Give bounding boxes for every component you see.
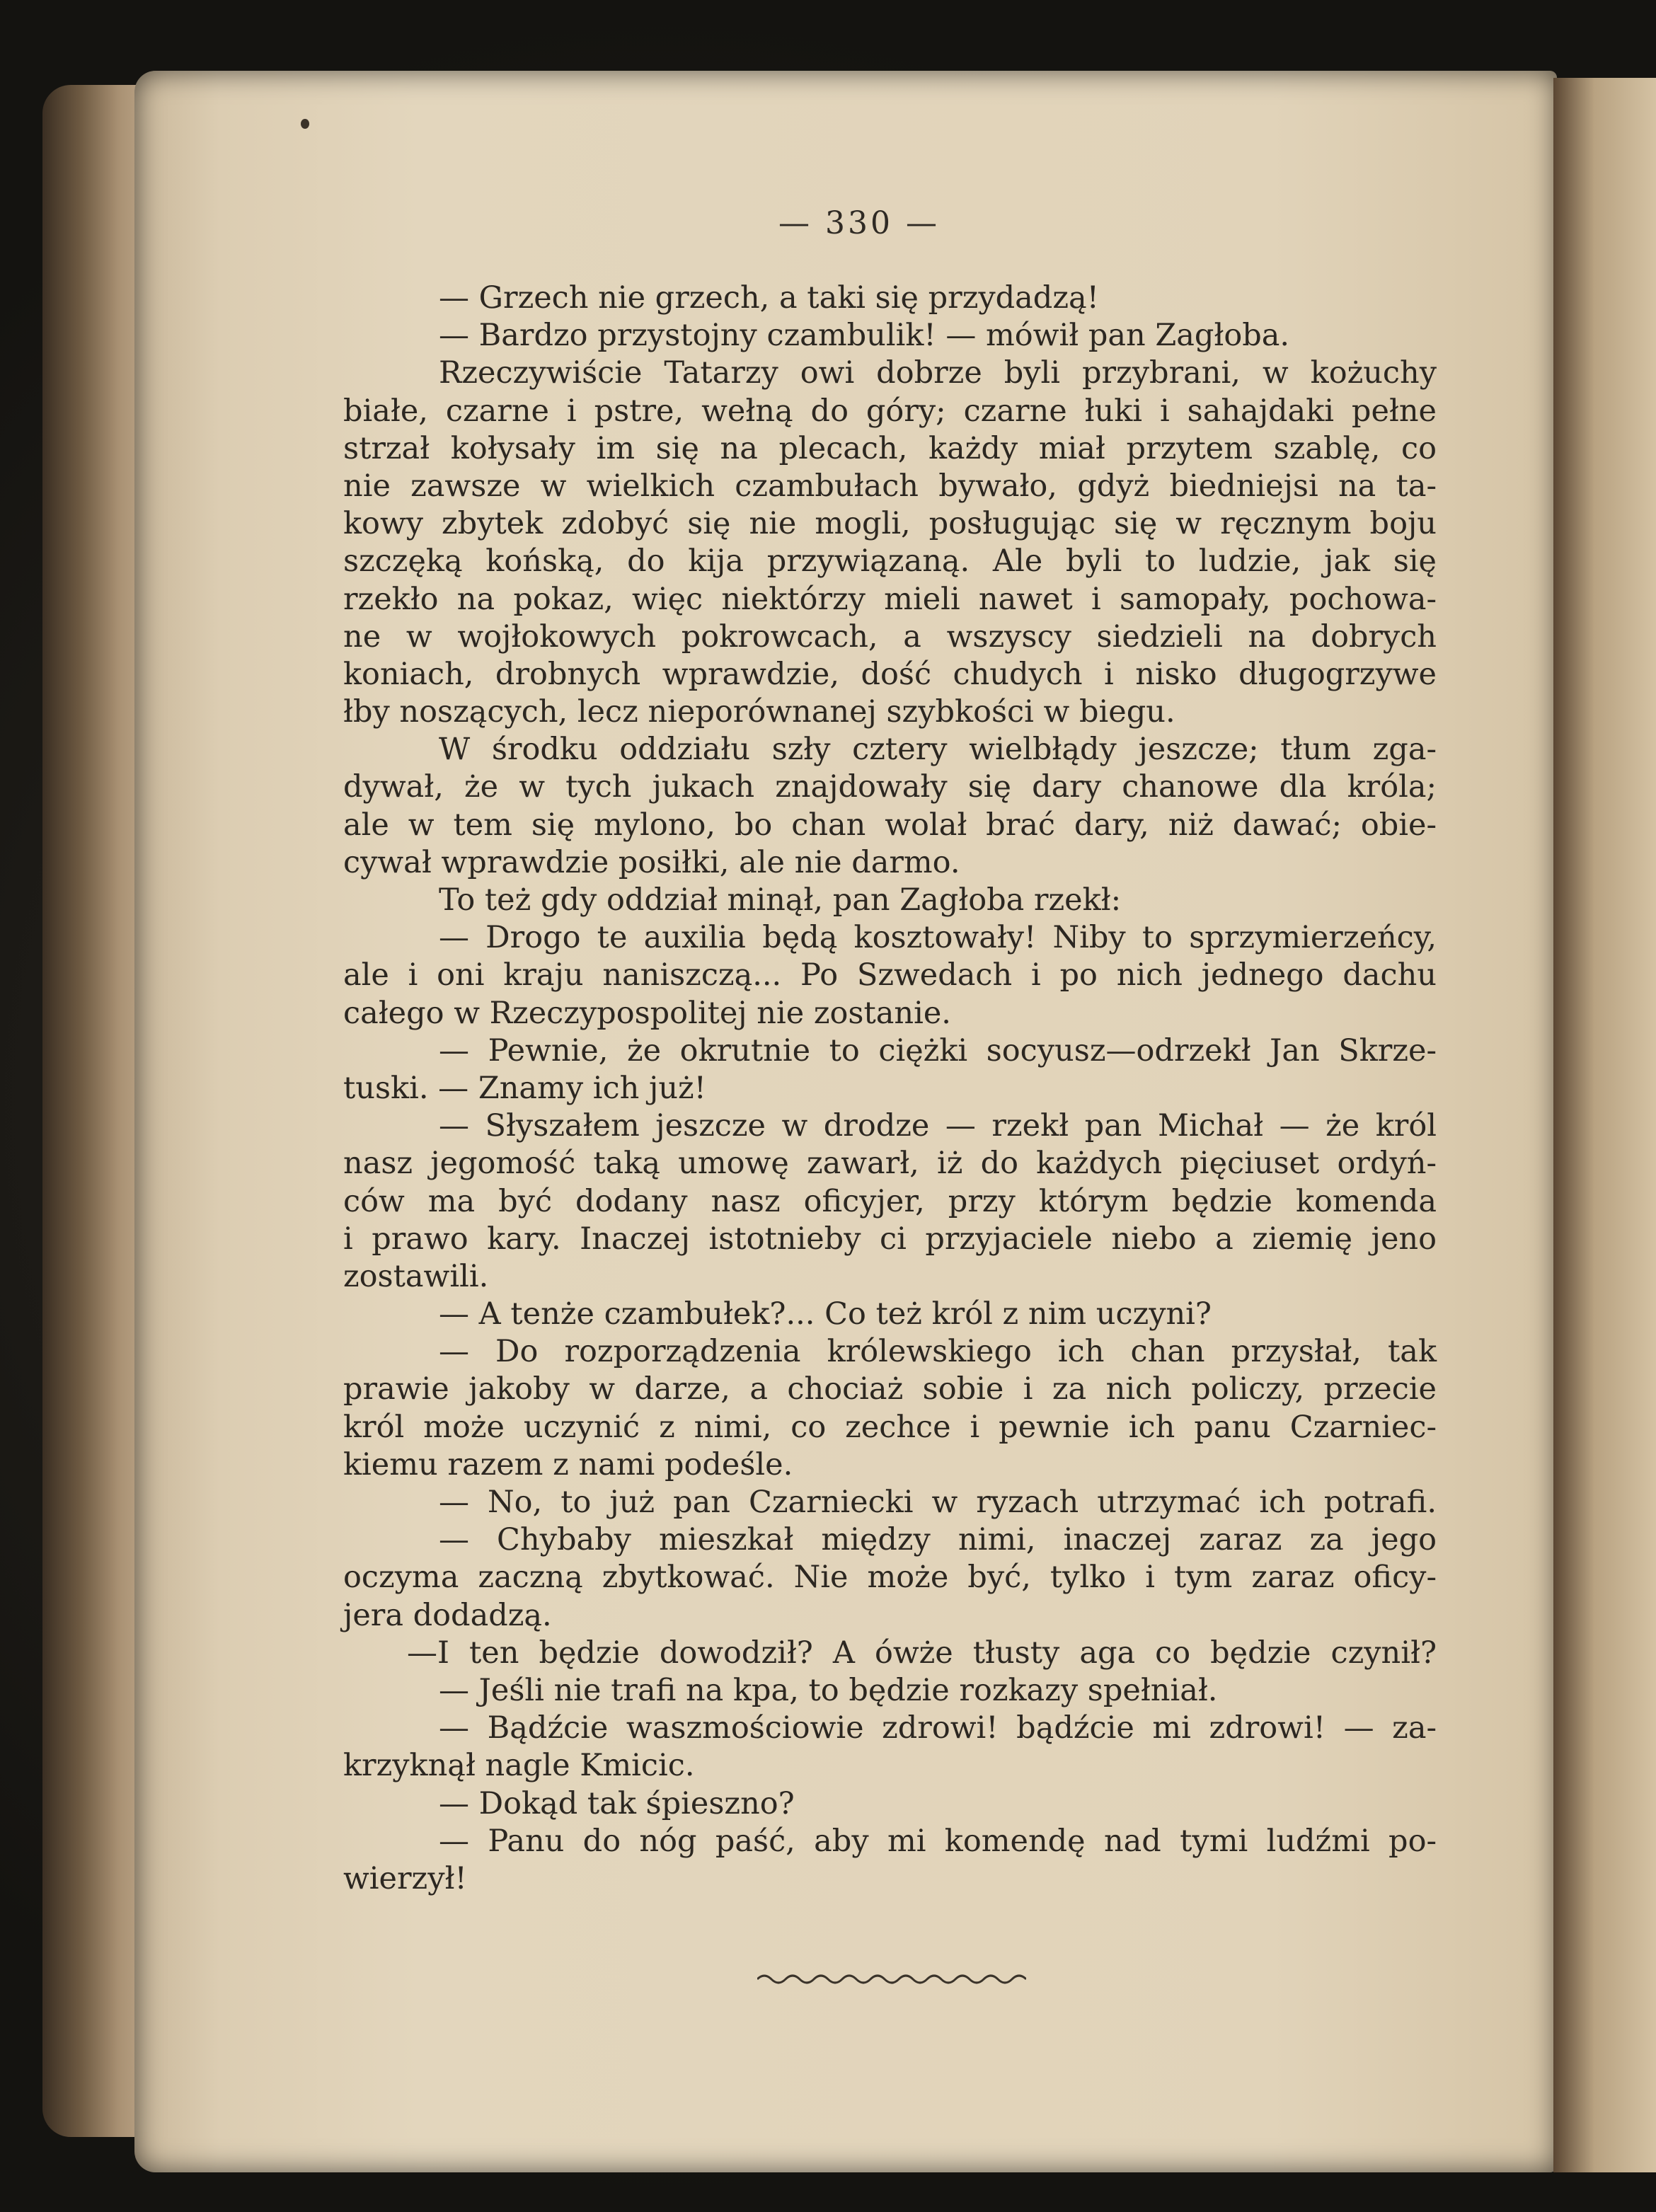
text-line: dywał, że w tych jukach znajdowały się dary chanowe dla króla;: [343, 769, 1437, 805]
text-line: — Bardzo przystojny czambulik! — mówił pan Zagłoba.: [439, 318, 1290, 354]
text-line: — Bądźcie waszmościowie zdrowi! bądźcie mi zdrowi! — za-: [439, 1710, 1437, 1746]
text-line: zostawili.: [343, 1258, 489, 1294]
text-line: i prawo kary. Inaczej istotnieby ci przyjaciele niebo a ziemię jeno: [343, 1221, 1437, 1257]
text-line: szczęką końską, do kija przywiązaną. Ale byli to ludzie, jak się: [343, 543, 1437, 580]
text-line: strzał kołysały im się na plecach, każdy miał przytem szablę, co: [343, 430, 1437, 466]
text-line: łby noszących, lecz nieporównanej szybkości w biegu.: [343, 694, 1175, 730]
text-line: ców ma być dodany nasz oficyjer, przy którym będzie komenda: [343, 1183, 1437, 1219]
end-ornament-icon: [757, 1969, 1026, 1990]
text-line: rzekło na pokaz, więc niektórzy mieli nawet i samopały, pochowa-: [343, 581, 1437, 617]
text-line: koniach, drobnych wprawdzie, dość chudych i nisko długogrzywe: [343, 656, 1437, 692]
page-body-text: [343, 280, 1437, 1898]
text-line: Rzeczywiście Tatarzy owi dobrze byli przybrani, w kożuchy: [439, 355, 1437, 391]
page-number: — 330 —: [778, 205, 940, 241]
facing-page-edge: [1553, 78, 1656, 2172]
text-line: — Panu do nóg paść, aby mi komendę nad tymi ludźmi po-: [439, 1823, 1437, 1859]
text-line: król może uczynić z nimi, co zechce i pewnie ich panu Czarniec-: [343, 1409, 1437, 1445]
text-line: wierzył!: [343, 1860, 467, 1896]
text-line: — No, to już pan Czarniecki w ryzach utrzymać ich potrafi.: [439, 1485, 1437, 1520]
text-line: W środku oddziału szły cztery wielbłądy jeszcze; tłum zga-: [439, 732, 1437, 768]
text-line: oczyma zaczną zbytkować. Nie może być, tylko i tym zaraz oficy-: [343, 1560, 1437, 1596]
page-speck: [301, 119, 309, 129]
text-line: —I ten będzie dowodził? A ówże tłusty aga co będzie czynił?: [407, 1635, 1437, 1671]
text-line: całego w Rzeczypospolitej nie zostanie.: [343, 995, 951, 1031]
text-line: — Do rozporządzenia królewskiego ich chan przysłał, tak: [439, 1334, 1437, 1370]
text-line: tuski. — Znamy ich już!: [343, 1070, 706, 1106]
text-line: — Chybaby mieszkał między nimi, inaczej zaraz za jego: [439, 1522, 1437, 1558]
text-line: — Grzech nie grzech, a taki się przydadzą!: [439, 280, 1099, 316]
text-line: ale i oni kraju naniszczą... Po Szwedach i po nich jednego dachu: [343, 957, 1437, 993]
text-line: — Dokąd tak śpieszno?: [439, 1785, 795, 1821]
text-line: cywał wprawdzie posiłki, ale nie darmo.: [343, 844, 960, 880]
text-line: prawie jakoby w darze, a chociaż sobie i za nich policzy, przecie: [343, 1371, 1437, 1407]
text-line: — Pewnie, że okrutnie to ciężki socyusz—odrzekł Jan Skrze-: [439, 1032, 1437, 1068]
text-line: nie zawsze w wielkich czambułach bywało, gdyż biedniejsi na ta-: [343, 468, 1437, 504]
text-line: kowy zbytek zdobyć się nie mogli, posługując się w ręcznym boju: [343, 506, 1437, 542]
text-line: białe, czarne i pstre, wełną do góry; czarne łuki i sahajdaki pełne: [343, 393, 1437, 429]
text-line: — Słyszałem jeszcze w drodze — rzekł pan Michał — że król: [439, 1108, 1437, 1144]
text-line: krzyknął nagle Kmicic.: [343, 1748, 695, 1784]
text-line: — A tenże czambułek?... Co też król z nim uczyni?: [439, 1296, 1212, 1332]
text-line: ne w wojłokowych pokrowcach, a wszyscy siedzieli na dobrych: [343, 618, 1437, 655]
text-line: ale w tem się mylono, bo chan wolał brać dary, niż dawać; obie-: [343, 807, 1437, 843]
text-line: jera dodadzą.: [343, 1597, 552, 1633]
text-line: nasz jegomość taką umowę zawarł, iż do każdych pięciuset ordyń-: [343, 1146, 1437, 1182]
text-line: kiemu razem z nami podeśle.: [343, 1446, 793, 1482]
text-line: — Jeśli nie trafi na kpa, to będzie rozkazy spełniał.: [439, 1672, 1218, 1708]
text-line: — Drogo te auxilia będą kosztowały! Niby to sprzymierzeńcy,: [439, 920, 1437, 956]
text-line: To też gdy oddział minął, pan Zagłoba rzekł:: [439, 882, 1122, 918]
